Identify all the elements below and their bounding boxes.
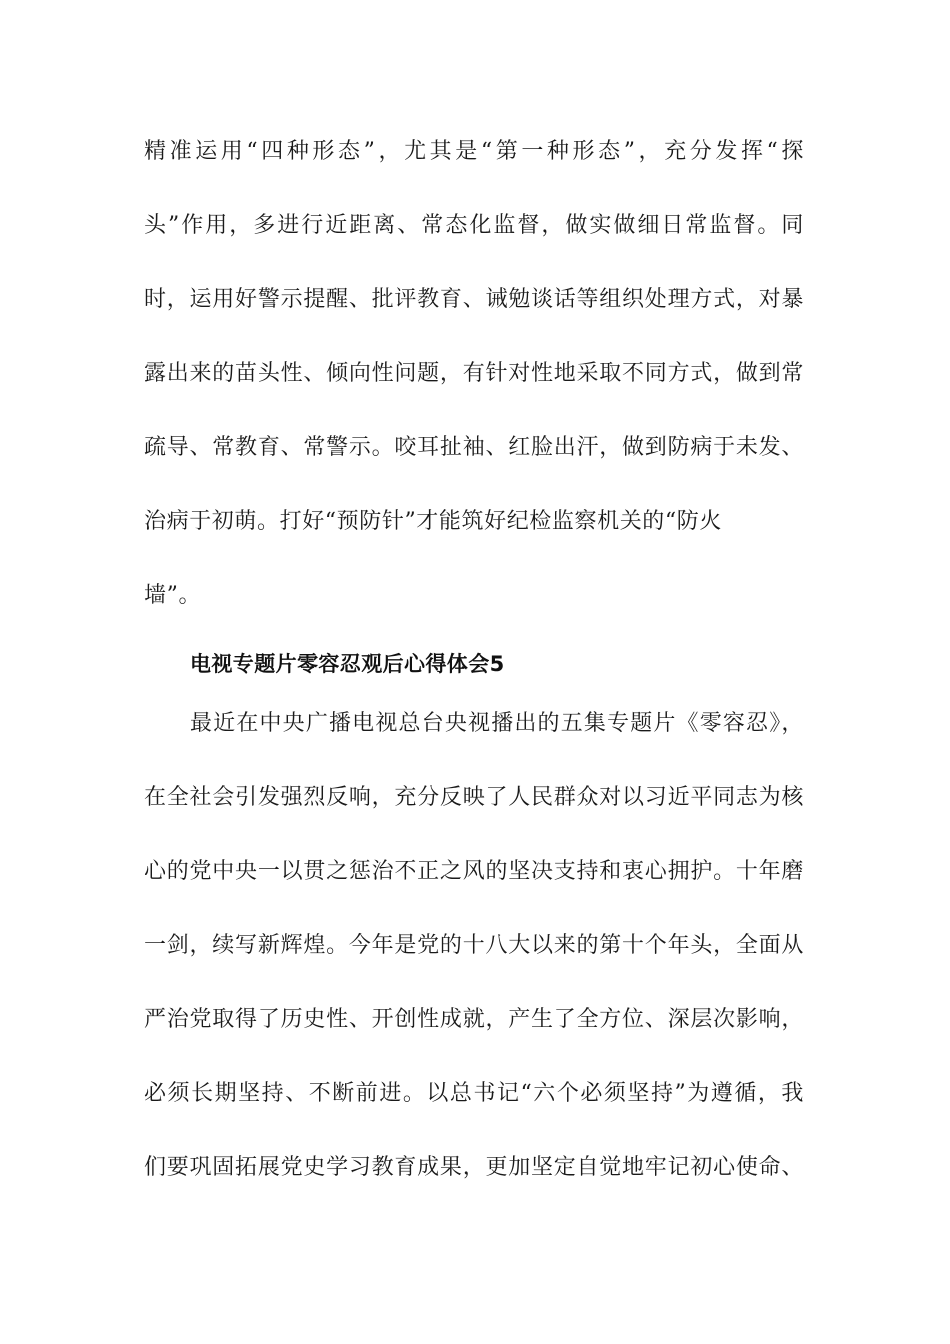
text-line: 露出来的苗头性、倾向性问题，有针对性地采取不同方式，做到常 <box>144 361 804 386</box>
text-line: 墙”。 <box>144 583 202 608</box>
text-line: 最近在中央广播电视总台央视播出的五集专题片《零容忍》， <box>190 711 804 736</box>
text-line: 时，运用好警示提醒、批评教育、诫勉谈话等组织处理方式，对暴 <box>144 287 804 312</box>
text-line: 疏导、常教育、常警示。咬耳扯袖、红脸出汗，做到防病于未发、 <box>144 435 804 460</box>
text-line: 一剑，续写新辉煌。今年是党的十八大以来的第十个年头，全面从 <box>144 933 804 958</box>
text-line: 严治党取得了历史性、开创性成就，产生了全方位、深层次影响， <box>144 1007 804 1032</box>
section-heading: 电视专题片零容忍观后心得体会5 <box>190 652 505 676</box>
text-line: 头”作用，多进行近距离、常态化监督，做实做细日常监督。同 <box>144 213 804 238</box>
text-line: 们要巩固拓展党史学习教育成果，更加坚定自觉地牢记初心使命、 <box>144 1155 804 1180</box>
text-line: 在全社会引发强烈反响，充分反映了人民群众对以习近平同志为核 <box>144 785 804 810</box>
text-line: 治病于初萌。打好“预防针”才能筑好纪检监察机关的“防火 <box>144 509 722 534</box>
text-line: 必须长期坚持、不断前进。以总书记“六个必须坚持”为遵循，我 <box>144 1081 804 1106</box>
text-line: 心的党中央一以贯之惩治不正之风的坚决支持和衷心拥护。十年磨 <box>144 859 804 884</box>
text-line: 精准运用“四种形态”，尤其是“第一种形态”，充分发挥“探 <box>144 139 804 164</box>
